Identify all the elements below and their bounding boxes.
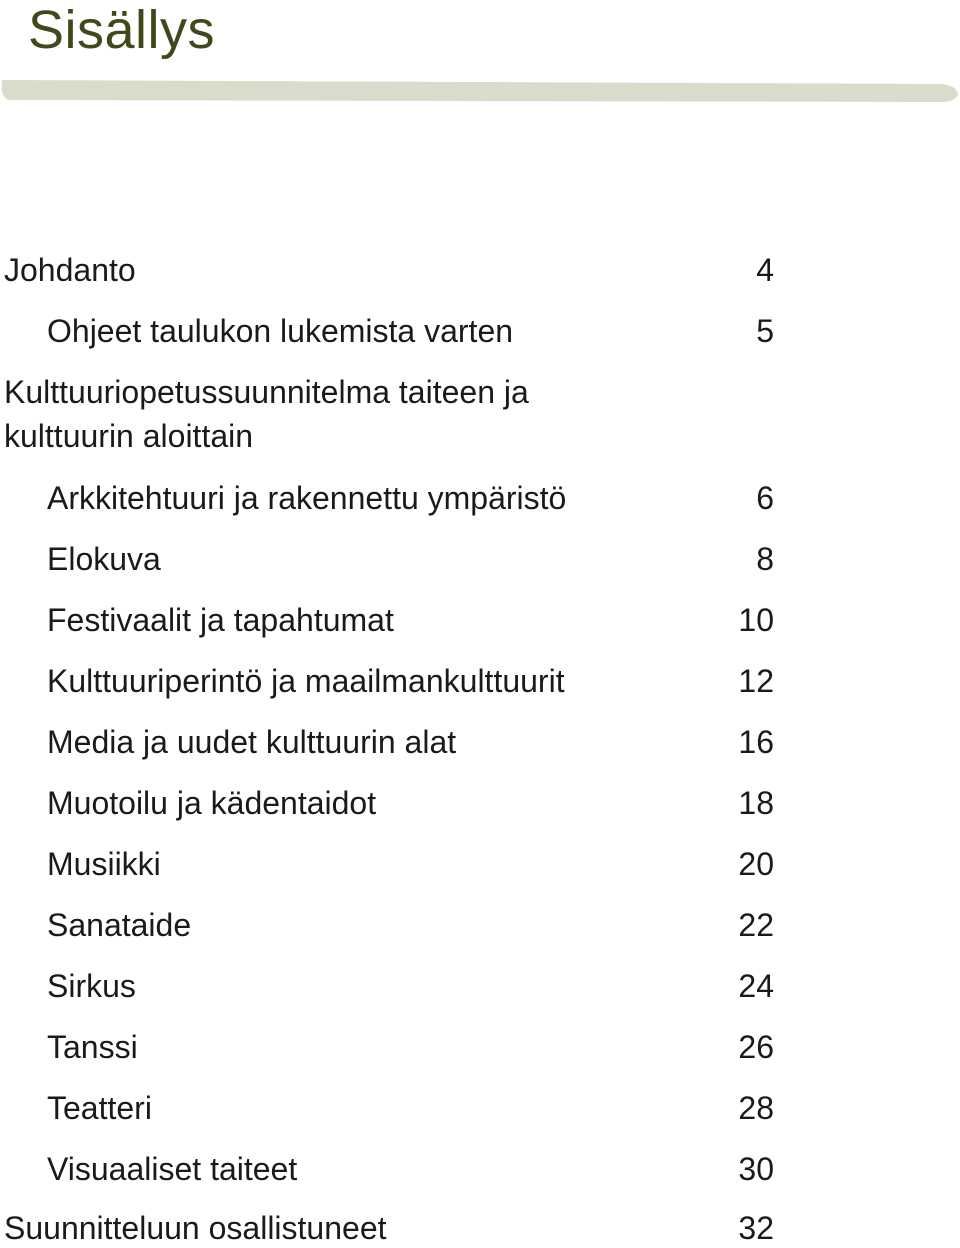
- toc-entry-page: 8: [756, 541, 774, 577]
- toc-entry-label: Tanssi: [47, 1029, 138, 1065]
- toc-entry-label: Johdanto: [4, 252, 136, 288]
- toc-entry-page: 22: [738, 907, 774, 943]
- toc-entry-label: Elokuva: [47, 541, 161, 577]
- toc-entry-label: Kulttuuriperintö ja maailmankulttuurit: [47, 663, 565, 699]
- page-title: Sisällys: [28, 0, 216, 60]
- toc-entry-label: Media ja uudet kulttuurin alat: [47, 724, 457, 760]
- toc-entry-page: 4: [756, 252, 774, 288]
- toc-entry-page: 6: [756, 480, 774, 516]
- toc-entry-label: Ohjeet taulukon lukemista varten: [47, 313, 514, 349]
- toc-entry-label: Suunnitteluun osallistuneet: [4, 1210, 387, 1246]
- toc-entry-page: 30: [738, 1151, 774, 1187]
- toc-entry-page: 28: [738, 1090, 774, 1126]
- toc-entry-page: 20: [738, 846, 774, 882]
- toc-entry-page: 16: [738, 724, 774, 760]
- toc-entry-label: Visuaaliset taiteet: [47, 1151, 298, 1187]
- toc-entry-label: Festivaalit ja tapahtumat: [47, 602, 394, 638]
- toc-entry-label: Sirkus: [47, 968, 136, 1004]
- toc-entry-label-continued: kulttuurin aloittain: [4, 418, 254, 454]
- toc-entry-page: 32: [738, 1210, 774, 1246]
- toc-entry-page: 24: [738, 968, 774, 1004]
- toc-entry-label: Kulttuuriopetussuunnitelma taiteen ja: [4, 374, 529, 410]
- toc-entry-page: 5: [756, 313, 774, 349]
- toc-entry-page: 10: [738, 602, 774, 638]
- toc-entry-page: 26: [738, 1029, 774, 1065]
- toc-entry-label: Muotoilu ja kädentaidot: [47, 785, 377, 821]
- toc-entry-page: 18: [738, 785, 774, 821]
- toc-entry-page: 12: [738, 663, 774, 699]
- toc-entry-label: Teatteri: [47, 1090, 152, 1126]
- toc-entry-label: Sanataide: [47, 907, 192, 943]
- toc-entry-label: Arkkitehtuuri ja rakennettu ympäristö: [47, 480, 567, 516]
- toc-entry-label: Musiikki: [47, 846, 161, 882]
